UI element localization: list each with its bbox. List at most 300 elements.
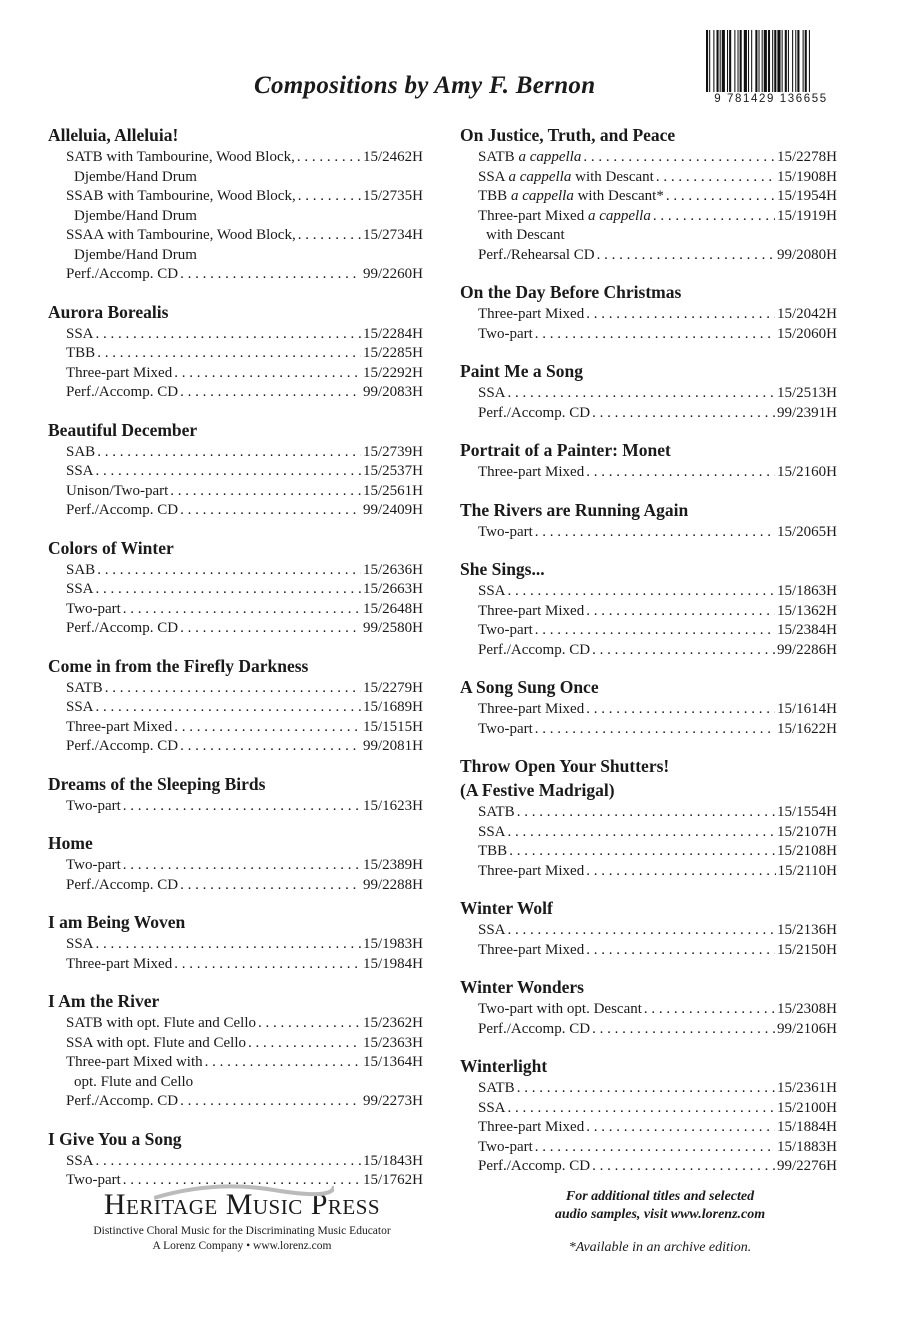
edition-row [48, 443, 423, 463]
edition-voicing [66, 187, 296, 226]
edition-row [460, 700, 837, 720]
product-code: 15/1954H [777, 188, 837, 204]
edition-row [48, 580, 423, 600]
leader-dots [509, 842, 775, 862]
edition-voicing [478, 1118, 584, 1138]
edition-voicing [478, 921, 506, 941]
song-block [460, 281, 837, 344]
edition-label: Two-part [478, 325, 533, 342]
product-code: 15/2136H [777, 922, 837, 938]
edition-label: Three-part Mixed [478, 1119, 585, 1135]
leader-dots [123, 856, 361, 876]
leader-dots [656, 168, 775, 188]
product-code: 15/1762H [363, 1172, 423, 1188]
leader-dots [180, 265, 361, 285]
product-code: 15/2363H [363, 1034, 423, 1051]
leader-dots [174, 955, 361, 975]
edition-label: Perf./Accomp. CD [478, 641, 591, 658]
leader-dots [517, 1079, 775, 1099]
edition-row [460, 1157, 837, 1177]
edition-label: Three-part Mixed [478, 701, 585, 717]
edition-row [48, 1014, 423, 1034]
edition-voicing [478, 1138, 533, 1158]
leader-dots [592, 1157, 775, 1177]
song-title: Throw Open Your Shutters! [460, 756, 670, 776]
edition-row [460, 384, 837, 404]
edition-label-line2: Djembe/Hand Drum [74, 168, 197, 185]
song-title: Winter Wolf [460, 898, 553, 918]
edition-label: SSA [478, 823, 506, 840]
edition-label: SSAA with Tambourine, Wood Block, [66, 227, 296, 243]
edition-voicing [478, 1099, 506, 1119]
leader-dots [592, 641, 775, 661]
song-block [460, 439, 837, 483]
edition-row [48, 856, 423, 876]
edition-label: Two-part [66, 797, 121, 814]
product-code: 15/2065H [777, 523, 837, 540]
song-title: Paint Me a Song [460, 361, 583, 381]
song-block [48, 773, 423, 817]
barcode-bar [805, 30, 807, 92]
product-code: 99/2260H [363, 266, 423, 282]
edition-row [48, 1053, 423, 1092]
product-code: 15/2734H [363, 227, 423, 243]
edition-row [48, 325, 423, 345]
left-column [48, 124, 423, 1207]
edition-voicing [66, 364, 172, 384]
edition-voicing [66, 148, 295, 187]
edition-label: SSA [66, 325, 94, 342]
edition-row [460, 187, 837, 207]
product-code: 99/2580H [363, 620, 423, 636]
edition-row [48, 718, 423, 738]
edition-voicing [66, 737, 178, 757]
edition-label: SATB [66, 679, 103, 696]
product-code: 15/2107H [777, 823, 837, 840]
edition-row [48, 797, 423, 817]
edition-voicing [478, 823, 506, 843]
edition-italic: a cappella [587, 207, 651, 224]
leader-dots [298, 226, 361, 246]
product-code: 15/1554H [777, 804, 837, 820]
edition-voicing [478, 246, 595, 266]
edition-voicing [66, 580, 94, 600]
edition-row [48, 462, 423, 482]
product-code: 15/1623H [363, 797, 423, 814]
edition-row [48, 561, 423, 581]
additional-titles-note [510, 1188, 810, 1224]
edition-label: Three-part Mixed [478, 306, 585, 322]
edition-voicing [478, 720, 533, 740]
leader-dots [96, 462, 361, 482]
edition-label: Perf./Accomp. CD [66, 502, 179, 518]
right-column [460, 124, 837, 1193]
edition-italic: a cappella [508, 168, 572, 185]
barcode-bar [751, 30, 752, 92]
leader-dots [180, 383, 361, 403]
barcode-bar [777, 30, 780, 92]
product-code: 99/2276H [777, 1158, 837, 1174]
product-code: 15/1884H [777, 1119, 837, 1135]
edition-row [460, 463, 837, 483]
edition-label: Unison/Two-part [66, 482, 169, 499]
edition-label: SATB [478, 1080, 515, 1096]
edition-row [460, 582, 837, 602]
leader-dots [644, 1000, 775, 1020]
edition-voicing [478, 842, 507, 862]
product-code: 15/2735H [363, 188, 423, 204]
edition-row [460, 325, 837, 345]
edition-label: Two-part [478, 720, 533, 737]
song-block [460, 676, 837, 739]
leader-dots [180, 1092, 361, 1112]
barcode-bar [717, 30, 719, 92]
edition-label: Three-part Mixed [66, 718, 173, 735]
product-code: 15/2389H [363, 857, 423, 873]
publisher-block [64, 1188, 420, 1252]
leader-dots [96, 1152, 361, 1172]
isbn-number: 9 781429 136655 [714, 93, 828, 105]
leader-dots [586, 602, 775, 622]
edition-voicing [478, 325, 533, 345]
product-code: 99/2106H [777, 1020, 837, 1037]
edition-voicing [478, 1000, 642, 1020]
edition-voicing [478, 305, 584, 325]
product-code: 15/1614H [777, 701, 837, 717]
leader-dots [586, 1118, 775, 1138]
edition-row [48, 679, 423, 699]
edition-row [48, 619, 423, 639]
song-block [460, 360, 837, 423]
product-code: 99/2409H [363, 502, 423, 518]
edition-label: Three-part Mixed [478, 207, 585, 224]
edition-label: SSA [478, 168, 505, 185]
song-title: I am Being Woven [48, 912, 186, 932]
edition-voicing [66, 679, 103, 699]
product-code: 99/2081H [363, 738, 423, 754]
edition-voicing [478, 148, 581, 168]
leader-dots [248, 1034, 361, 1054]
product-code: 15/2279H [363, 679, 423, 696]
edition-row [460, 921, 837, 941]
leader-dots [174, 718, 361, 738]
edition-voicing [478, 404, 590, 424]
edition-voicing [478, 621, 533, 641]
edition-row [460, 404, 837, 424]
barcode-bar [785, 30, 787, 92]
edition-voicing [478, 641, 590, 661]
publisher-company-line: A Lorenz Company • www.lorenz.com [152, 1240, 332, 1252]
edition-label: SSA [66, 1152, 94, 1169]
leader-dots [592, 1020, 775, 1040]
edition-label: Perf./Accomp. CD [66, 384, 179, 400]
leader-dots [170, 482, 361, 502]
leader-dots [508, 582, 775, 602]
song-block [48, 419, 423, 521]
edition-row [48, 265, 423, 285]
edition-row [48, 955, 423, 975]
edition-label: Three-part Mixed [478, 941, 585, 958]
edition-voicing [478, 1157, 590, 1177]
edition-voicing [66, 698, 94, 718]
edition-row [460, 168, 837, 188]
barcode-bar [795, 30, 796, 92]
edition-row [460, 1118, 837, 1138]
song-title: Home [48, 833, 93, 853]
edition-label: TBB [478, 188, 508, 204]
product-code: 15/2361H [777, 1080, 837, 1096]
leader-dots [180, 619, 361, 639]
edition-row [48, 148, 423, 187]
edition-voicing [478, 803, 515, 823]
leader-dots [123, 797, 361, 817]
barcode-bar [764, 30, 767, 92]
product-code: 15/1883H [777, 1138, 837, 1155]
product-code: 15/2108H [777, 843, 837, 859]
additional-line-2: audio samples, visit www.lorenz.com [554, 1207, 766, 1222]
song-title: I Give You a Song [48, 1128, 182, 1149]
edition-voicing [66, 344, 95, 364]
product-code: 15/1362H [777, 602, 837, 619]
edition-label: Three-part Mixed [478, 602, 585, 619]
edition-label: SSA [66, 463, 94, 479]
leader-dots [97, 443, 361, 463]
edition-label: SATB with Tambourine, Wood Block, [66, 149, 295, 165]
page-title: Compositions by Amy F. Bernon [254, 72, 596, 99]
leader-dots [97, 561, 361, 581]
edition-label: SATB with opt. Flute and Cello [66, 1015, 257, 1031]
edition-label: SSA [66, 581, 94, 597]
barcode-bar [755, 30, 757, 92]
edition-label: Two-part [66, 600, 121, 617]
song-block [460, 558, 837, 660]
product-code: 15/2384H [777, 622, 837, 638]
edition-label: SSA [478, 922, 506, 938]
barcode-icon [704, 30, 838, 92]
edition-row [460, 305, 837, 325]
barcode-bar [729, 30, 731, 92]
song-title: Colors of Winter [48, 537, 174, 558]
leader-dots [535, 1138, 775, 1158]
song-title: She Sings... [460, 559, 545, 579]
leader-dots [97, 344, 361, 364]
leader-dots [583, 148, 775, 168]
product-code: 15/1843H [363, 1152, 423, 1169]
song-block [48, 537, 423, 639]
edition-row [460, 862, 837, 882]
edition-voicing [66, 265, 178, 285]
product-code: 15/2308H [777, 1001, 837, 1017]
edition-label: TBB [478, 843, 508, 859]
leader-dots [508, 384, 775, 404]
barcode-bar [762, 30, 763, 92]
barcode-bar [759, 30, 760, 92]
barcode-bar [797, 30, 799, 92]
product-code: 15/1919H [777, 207, 837, 224]
song-block [48, 655, 423, 757]
product-code: 15/2561H [363, 482, 423, 499]
edition-voicing [478, 700, 584, 720]
edition-row [48, 187, 423, 226]
edition-label: Three-part Mixed [478, 464, 585, 480]
leader-dots [592, 404, 775, 424]
barcode-bar [768, 30, 770, 92]
barcode-bar [709, 30, 710, 92]
leader-dots [105, 679, 361, 699]
leader-dots [586, 941, 775, 961]
song-block [460, 755, 837, 881]
product-code: 15/2513H [777, 385, 837, 401]
barcode-bar [792, 30, 793, 92]
leader-dots [508, 823, 775, 843]
edition-label: Three-part Mixed [66, 955, 173, 972]
product-code: 15/2110H [777, 862, 837, 879]
product-code: 15/2648H [363, 600, 423, 617]
barcode-bar [803, 30, 804, 92]
leader-dots [586, 305, 775, 325]
song-title: Come in from the Firefly Darkness [48, 655, 309, 676]
product-code: 15/2739H [363, 443, 423, 460]
barcode-bar [782, 30, 783, 92]
edition-voicing [478, 523, 533, 543]
edition-label: TBB [66, 345, 96, 361]
edition-label-line2: Djembe/Hand Drum [74, 207, 197, 224]
edition-label: SATB [478, 149, 515, 165]
edition-row [460, 602, 837, 622]
song-title: Winter Wonders [460, 977, 584, 997]
barcode-bar [748, 30, 749, 92]
edition-row [48, 1034, 423, 1054]
leader-dots [597, 246, 775, 266]
leader-dots [517, 803, 775, 823]
song-title: Portrait of a Painter: Monet [460, 440, 671, 460]
edition-label: SSA with opt. Flute and Cello [66, 1034, 247, 1051]
edition-voicing [66, 955, 172, 975]
edition-row [460, 523, 837, 543]
song-block [48, 990, 423, 1112]
leader-dots [653, 207, 775, 227]
edition-voicing [478, 602, 584, 622]
song-block [460, 897, 837, 960]
isbn-barcode [704, 30, 838, 105]
edition-voicing [478, 187, 664, 207]
edition-voicing [66, 1034, 246, 1054]
edition-label: SSAB with Tambourine, Wood Block, [66, 188, 296, 204]
leader-dots [586, 700, 775, 720]
edition-label-line2: opt. Flute and Cello [74, 1073, 194, 1090]
edition-row [48, 935, 423, 955]
edition-label: Three-part Mixed [66, 364, 173, 381]
edition-label-line2: with Descant [486, 227, 565, 243]
edition-voicing [66, 600, 121, 620]
leader-dots [535, 720, 775, 740]
edition-label: Perf./Accomp. CD [66, 738, 179, 754]
edition-suffix: with Descant* [577, 188, 664, 204]
publisher-logo-swoosh-icon [154, 1182, 334, 1202]
product-code: 15/2060H [777, 325, 837, 342]
edition-italic: a cappella [510, 188, 574, 204]
edition-label: SAB [66, 443, 96, 460]
edition-label: Three-part Mixed [478, 862, 585, 879]
edition-voicing [66, 501, 178, 521]
product-code: 15/2292H [363, 364, 423, 381]
product-code: 15/2150H [777, 941, 837, 958]
edition-row [460, 941, 837, 961]
edition-label: Two-part [478, 622, 533, 638]
product-code: 15/1689H [363, 699, 423, 715]
song-block [460, 124, 837, 265]
edition-row [460, 823, 837, 843]
barcode-bar [722, 30, 725, 92]
edition-voicing [66, 443, 95, 463]
product-code: 15/1908H [777, 168, 837, 185]
edition-row [48, 876, 423, 896]
edition-voicing [66, 561, 95, 581]
edition-voicing [66, 718, 172, 738]
song-title: I Am the River [48, 991, 160, 1011]
product-code: 99/2286H [777, 641, 837, 658]
edition-row [48, 1092, 423, 1112]
archive-note: *Available in an archive edition. [568, 1240, 752, 1255]
edition-voicing [478, 1079, 515, 1099]
product-code: 15/2160H [777, 464, 837, 480]
product-code: 15/1984H [363, 955, 423, 972]
edition-row [460, 621, 837, 641]
edition-label: Perf./Accomp. CD [66, 876, 179, 893]
leader-dots [586, 463, 775, 483]
edition-label: Perf./Accomp. CD [478, 1020, 591, 1037]
leader-dots [180, 737, 361, 757]
product-code: 15/2285H [363, 345, 423, 361]
product-code: 99/2391H [777, 404, 837, 421]
publisher-name: Heritage Music Press [103, 1188, 381, 1221]
edition-label: Perf./Accomp. CD [478, 1158, 591, 1174]
product-code: 15/1364H [363, 1054, 423, 1070]
barcode-bar [744, 30, 747, 92]
barcode-bar [772, 30, 773, 92]
edition-label: SAB [66, 561, 96, 578]
edition-voicing [66, 462, 94, 482]
edition-row [48, 344, 423, 364]
product-code: 15/2100H [777, 1099, 837, 1116]
edition-row [460, 246, 837, 266]
song-title: Alleluia, Alleluia! [48, 125, 179, 145]
leader-dots [535, 621, 775, 641]
song-block [48, 911, 423, 974]
leader-dots [123, 600, 361, 620]
product-code: 15/2362H [363, 1015, 423, 1031]
edition-label-line2: Djembe/Hand Drum [74, 246, 197, 263]
song-title: On the Day Before Christmas [460, 282, 682, 302]
barcode-bar [720, 30, 721, 92]
edition-row [460, 148, 837, 168]
product-code: 99/2083H [363, 384, 423, 400]
edition-label: SSA [478, 1099, 506, 1116]
edition-label: Three-part Mixed with [66, 1054, 203, 1070]
edition-row [48, 698, 423, 718]
edition-label: Perf./Accomp. CD [478, 404, 591, 421]
edition-voicing [478, 1020, 590, 1040]
leader-dots [586, 862, 775, 882]
product-code: 15/1863H [777, 583, 837, 599]
leader-dots [205, 1053, 361, 1073]
edition-label: Perf./Accomp. CD [66, 620, 179, 636]
song-title: Dreams of the Sleeping Birds [48, 773, 266, 794]
edition-row [48, 501, 423, 521]
edition-row [48, 1152, 423, 1172]
edition-label: SSA [478, 583, 506, 599]
edition-voicing [66, 797, 121, 817]
